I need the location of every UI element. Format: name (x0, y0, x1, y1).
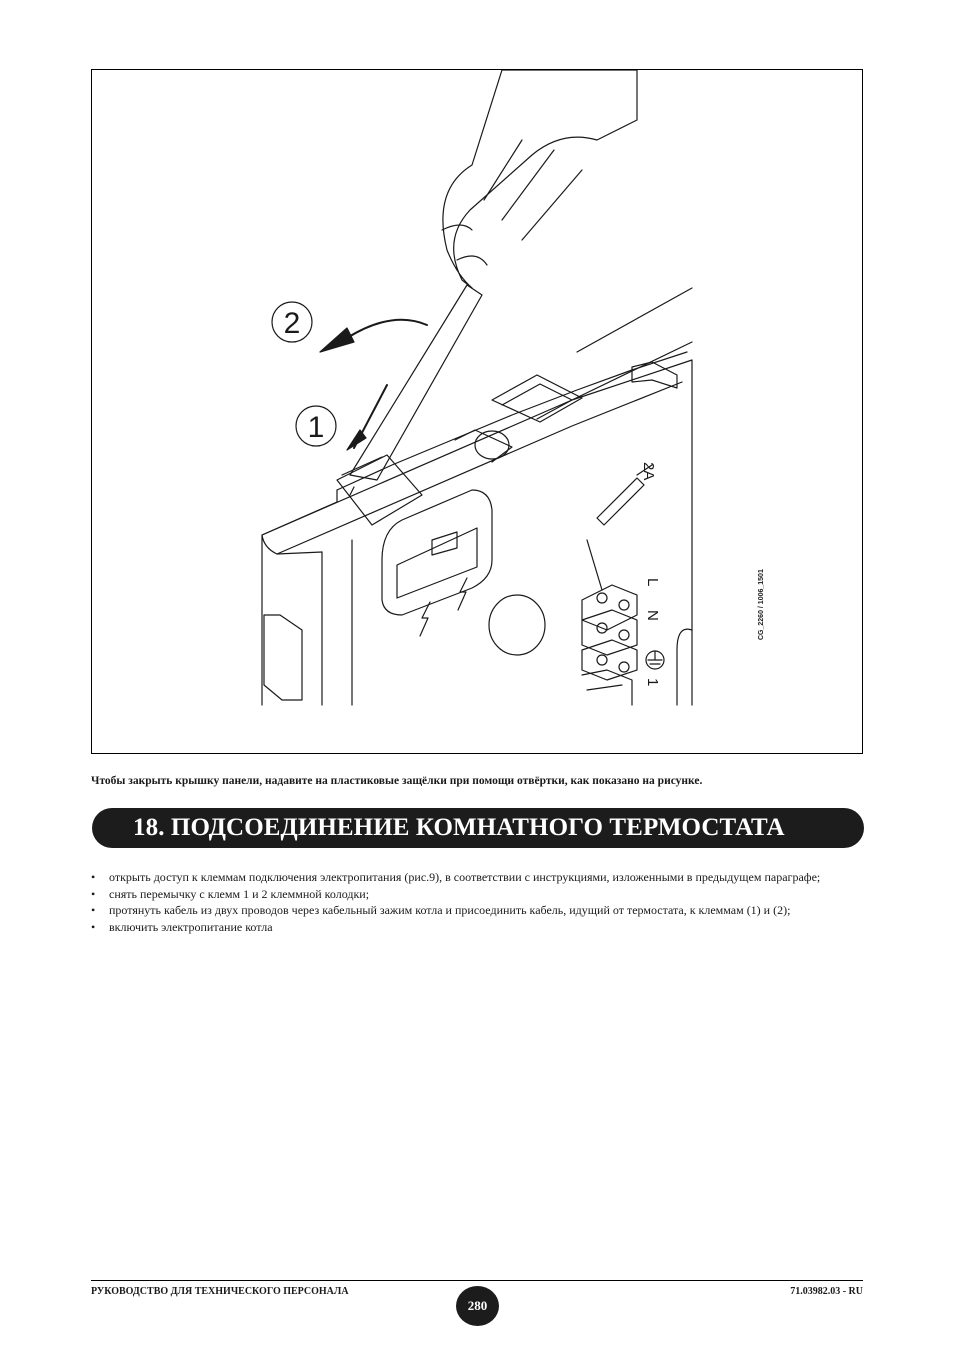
bullet-icon: • (91, 886, 96, 901)
figure-caption: Чтобы закрыть крышку панели, надавите на пластиковые защёлки при помощи отвёртки, как показано на рисунке. (91, 775, 703, 787)
list-item (91, 886, 863, 903)
screwdriver-shaft (350, 285, 482, 480)
instruction-list (91, 869, 863, 935)
arrow-2 (347, 320, 427, 338)
section-heading-bar (92, 808, 864, 848)
list-item-text: протянуть кабель из двух проводов через кабельный зажим котла и присоединить кабель, идущий от термостата, к клеммам (1) и (2); (109, 903, 791, 917)
page-number-badge (456, 1286, 499, 1326)
list-item-text: снять перемычку с клемм 1 и 2 клеммной колодки; (109, 886, 370, 901)
bullet-icon: • (91, 903, 96, 917)
panel-body (262, 342, 692, 705)
list-item-text: открыть доступ к клеммам подключения электропитания (рис.9), в соответствии с инструкциями, изложенными в предыдущем параграфе; (109, 870, 821, 884)
footer-divider (91, 1280, 863, 1281)
screwdriver-handle (443, 70, 637, 288)
panel-cover-illustration (92, 70, 864, 755)
terminal-1-label: 1 (644, 678, 661, 687)
fuse-label: 2A (640, 462, 657, 481)
callout-2-label: 2 (283, 307, 301, 340)
page-number: 280 (467, 1298, 488, 1313)
terminal-n-label: N (644, 610, 661, 621)
section-title: 18. ПОДСОЕДИНЕНИЕ КОМНАТНОГО ТЕРМОСТАТА (133, 814, 785, 841)
fuse (597, 478, 644, 525)
list-item (91, 902, 863, 919)
footer-manual-title: РУКОВОДСТВО ДЛЯ ТЕХНИЧЕСКОГО ПЕРСОНАЛА (91, 1286, 349, 1297)
terminal-l-label: L (644, 578, 661, 587)
list-item (91, 869, 863, 886)
list-item (91, 919, 863, 936)
footer-document-code: 71.03982.03 - RU (790, 1286, 863, 1297)
bullet-icon: • (91, 919, 96, 934)
figure-frame (91, 69, 863, 754)
right-clip (632, 362, 677, 388)
list-item-text: включить электропитание котла (109, 919, 273, 934)
bullet-icon: • (91, 870, 96, 884)
round-hole (489, 595, 545, 655)
drawing-code: CG_2260 / 1006_1501 (758, 569, 765, 640)
callout-1-label: 1 (307, 411, 325, 444)
